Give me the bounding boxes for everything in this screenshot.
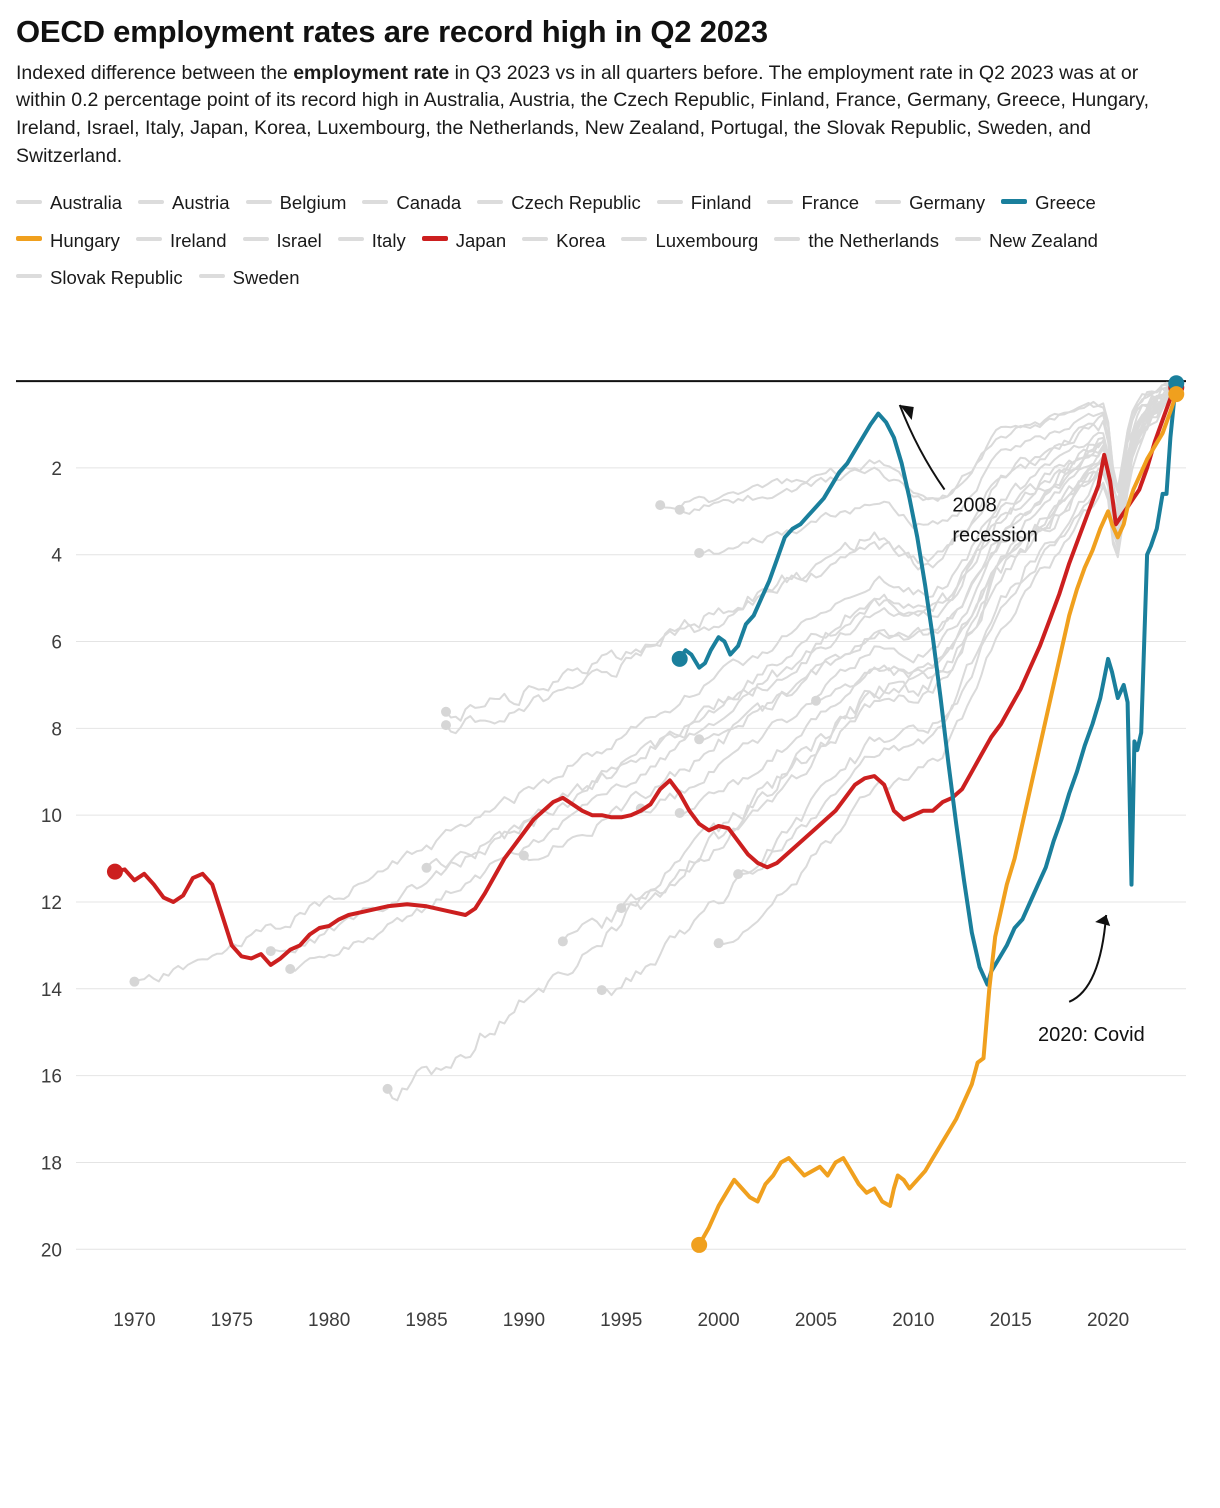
annotation-label-covid: 2020: Covid: [1038, 1023, 1145, 1046]
legend-item[interactable]: [136, 222, 227, 259]
x-axis-tick-label: 2020: [1086, 1309, 1130, 1331]
series-start-marker: [129, 976, 139, 986]
series-end-marker: [1168, 386, 1184, 402]
legend-label: Australia: [50, 192, 122, 214]
legend-label: Luxembourg: [655, 229, 759, 251]
series-start-marker: [519, 850, 529, 860]
legend-swatch-icon: [362, 200, 388, 204]
y-axis-tick-label: 12: [40, 892, 62, 914]
subtitle-part-2: in Q3 2023 vs in all quarters before. The employment rate in Q2 2023 was at or within 0.2 percentage point of its record high in Australia, Austria, the Czech Republic, Finland, France, Germany, Greece, Hungary, Ireland, Israel, Italy, Japan, Korea, Luxembourg, the Netherlands, New Zealand, Portugal, the Slovak Republic, Sweden, and Switzerland.: [16, 61, 1150, 167]
legend-swatch-icon: [338, 237, 364, 241]
subtitle-part-1: Indexed difference between the: [16, 61, 294, 84]
x-axis-tick-label: 1970: [113, 1309, 156, 1331]
legend-label: Hungary: [50, 229, 120, 251]
legend-swatch-icon: [955, 237, 981, 241]
legend-swatch-icon: [774, 237, 800, 241]
series-start-marker: [383, 1084, 393, 1094]
legend-label: Greece: [1035, 192, 1096, 214]
legend-item[interactable]: [338, 222, 406, 259]
series-start-marker: [672, 651, 688, 667]
series-start-marker: [616, 903, 626, 913]
legend-swatch-icon: [657, 200, 683, 204]
series-line-japan[interactable]: [115, 387, 1176, 964]
chart-subtitle: [16, 60, 1176, 171]
series-start-marker: [558, 936, 568, 946]
legend-label: France: [801, 192, 860, 214]
legend-item[interactable]: [955, 222, 1098, 259]
line-chart-svg: [16, 314, 1204, 1374]
legend-item[interactable]: [199, 259, 300, 296]
x-axis-tick-label: 2015: [989, 1309, 1032, 1331]
legend-swatch-icon: [621, 237, 647, 241]
series-start-marker: [422, 863, 432, 873]
context-series-line: [134, 383, 1176, 982]
plot-area: [16, 314, 1204, 1374]
legend-label: Slovak Republic: [50, 266, 183, 288]
legend-swatch-icon: [875, 200, 901, 204]
annotation-label-2008-line2: recession: [952, 524, 1038, 547]
legend-label: New Zealand: [988, 229, 1098, 251]
legend-label: Canada: [396, 192, 462, 214]
legend-swatch-icon: [136, 237, 162, 241]
legend-swatch-icon: [138, 200, 164, 204]
legend-label: the Netherlands: [808, 229, 939, 251]
legend-label: Korea: [556, 229, 606, 251]
y-axis-tick-label: 6: [51, 632, 62, 654]
legend-label: Germany: [909, 192, 986, 214]
legend-item[interactable]: [362, 184, 461, 221]
legend-label: Austria: [171, 192, 230, 214]
legend-label: Sweden: [232, 266, 300, 288]
legend-label: Japan: [455, 229, 507, 251]
x-axis-tick-label: 2005: [794, 1309, 838, 1331]
context-series-line: [388, 383, 1177, 1100]
legend-item[interactable]: [774, 222, 939, 259]
legend-label: Italy: [371, 229, 406, 251]
x-axis-tick-label: 1990: [502, 1309, 546, 1331]
page-title: OECD employment rates are record high in Q2 2023: [16, 14, 768, 49]
legend-item[interactable]: [422, 222, 506, 259]
legend-swatch-icon: [199, 274, 225, 278]
context-series-line: [446, 383, 1176, 733]
legend-label: Finland: [690, 192, 752, 214]
legend-swatch-icon: [246, 200, 272, 204]
x-axis-tick-label: 2000: [697, 1309, 740, 1331]
legend-item[interactable]: [767, 184, 859, 221]
legend-item[interactable]: [16, 259, 183, 296]
chart-legend: [16, 184, 1204, 295]
x-axis-tick-label: 1985: [405, 1309, 448, 1331]
series-start-marker: [597, 985, 607, 995]
legend-swatch-icon: [422, 236, 448, 241]
legend-item[interactable]: [1001, 184, 1096, 221]
legend-swatch-icon: [16, 200, 42, 204]
legend-item[interactable]: [875, 184, 985, 221]
legend-swatch-icon: [1001, 199, 1027, 204]
legend-item[interactable]: [522, 222, 605, 259]
series-start-marker: [266, 946, 276, 956]
legend-item[interactable]: [243, 222, 322, 259]
series-start-marker: [285, 964, 295, 974]
y-axis-tick-label: 14: [40, 979, 62, 1001]
legend-item[interactable]: [657, 184, 752, 221]
y-axis-tick-label: 10: [40, 805, 62, 827]
legend-item[interactable]: [16, 222, 120, 259]
y-axis-tick-label: 4: [51, 545, 62, 567]
series-start-marker: [811, 696, 821, 706]
legend-label: Israel: [276, 229, 322, 251]
y-axis-tick-label: 18: [40, 1153, 62, 1175]
legend-swatch-icon: [16, 236, 42, 241]
x-axis-tick-label: 1995: [600, 1309, 643, 1331]
legend-item[interactable]: [138, 184, 230, 221]
series-start-marker: [107, 863, 123, 879]
series-start-marker: [441, 720, 451, 730]
series-start-marker: [675, 505, 685, 515]
context-series-line: [602, 383, 1177, 995]
series-start-marker: [694, 548, 704, 558]
annotation-arrowhead-covid: [1095, 915, 1110, 926]
legend-label: Belgium: [279, 192, 347, 214]
y-axis-tick-label: 16: [40, 1066, 62, 1088]
x-axis-tick-label: 2010: [892, 1309, 935, 1331]
subtitle-emphasis: employment rate: [293, 61, 450, 84]
y-axis-tick-label: 8: [51, 719, 62, 741]
x-axis-tick-label: 1975: [210, 1309, 253, 1331]
legend-label: Czech Republic: [511, 192, 641, 214]
annotation-label-2008-line1: 2008: [952, 494, 997, 517]
y-axis-tick-label: 20: [40, 1240, 62, 1262]
series-start-marker: [733, 869, 743, 879]
x-axis-tick-label: 1980: [308, 1309, 351, 1331]
series-start-marker: [655, 500, 665, 510]
series-start-marker: [714, 938, 724, 948]
series-start-marker: [691, 1237, 707, 1253]
legend-swatch-icon: [243, 237, 269, 241]
legend-swatch-icon: [767, 200, 793, 204]
legend-item[interactable]: [16, 184, 122, 221]
legend-swatch-icon: [522, 237, 548, 241]
series-line-hungary[interactable]: [699, 394, 1176, 1245]
legend-item[interactable]: [477, 184, 641, 221]
series-start-marker: [675, 808, 685, 818]
legend-item[interactable]: [246, 184, 347, 221]
series-start-marker: [694, 734, 704, 744]
legend-item[interactable]: [621, 222, 758, 259]
legend-label: Ireland: [169, 229, 227, 251]
series-start-marker: [441, 707, 451, 717]
context-series-line: [427, 383, 1177, 868]
legend-swatch-icon: [16, 274, 42, 278]
y-axis-tick-label: 2: [51, 458, 62, 480]
legend-swatch-icon: [477, 200, 503, 204]
